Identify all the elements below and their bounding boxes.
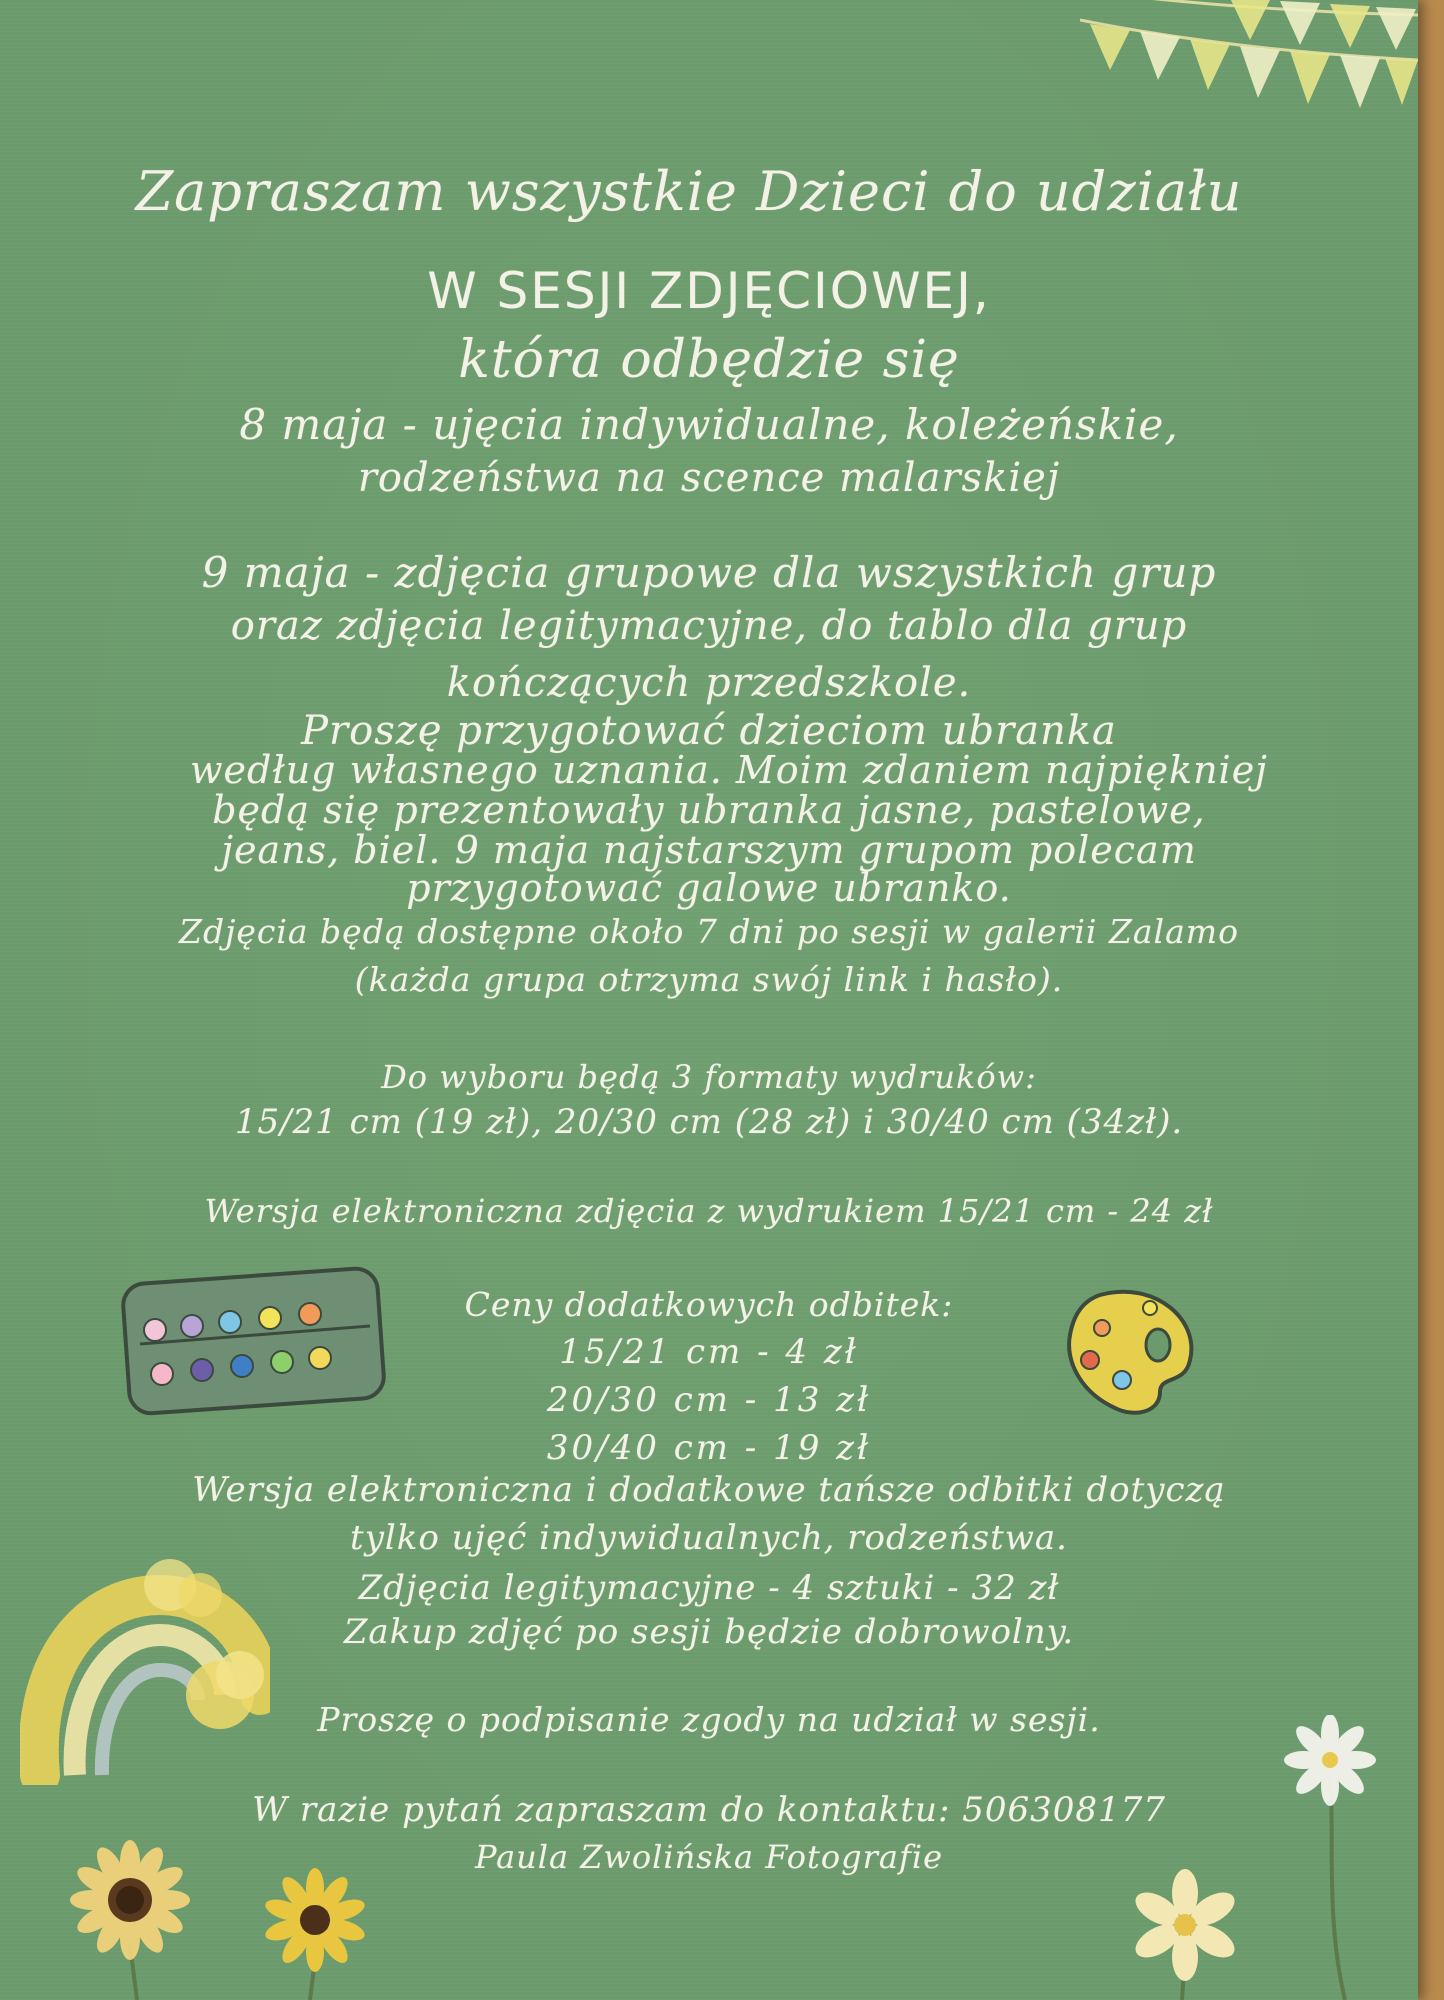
notes-line3: Zdjęcia legitymacyjne - 4 sztuki - 32 zł — [358, 1568, 1060, 1608]
clothing-line3: będą się prezentowały ubranka jasne, pastelowe, — [212, 788, 1206, 832]
gallery-line1: Zdjęcia będą dostępne około 7 dni po sesji w galerii Zalamo — [179, 912, 1239, 951]
heading-session: W SESJI ZDJĘCIOWEJ, — [427, 262, 991, 320]
formats-line1: Do wyboru będą 3 formaty wydruków: — [381, 1058, 1037, 1096]
clothing-line5: przygotować galowe ubranko. — [406, 866, 1012, 910]
may9-line2: oraz zdjęcia legitymacyjne, do tablo dla grup — [230, 603, 1188, 649]
notes-line4: Zakup zdjęć po sesji będzie dobrowolny. — [343, 1612, 1075, 1652]
heading-invite: Zapraszam wszystkie Dzieci do udziału — [135, 160, 1243, 223]
may9-line1: 9 maja - zdjęcia grupowe dla wszystkich grup — [201, 548, 1217, 597]
clothing-line4: jeans, biel. 9 maja najstarszym grupom polecam — [221, 828, 1197, 872]
may8-line1: 8 maja - ujęcia indywidualne, koleżeńskie, — [239, 400, 1179, 449]
formats-line2: 15/21 cm (19 zł), 20/30 cm (28 zł) i 30/40 cm (34zł). — [234, 1102, 1184, 1142]
notes-line2: tylko ujęć indywidualnych, rodzeństwa. — [350, 1518, 1068, 1558]
extra-print-item: 30/40 cm - 19 zł — [546, 1428, 872, 1468]
daisy-icon — [1120, 1865, 1250, 2000]
consent-request: Proszę o podpisanie zgody na udział w sesji. — [317, 1700, 1101, 1739]
gallery-line2: (każda grupa otrzyma swój link i hasło). — [354, 960, 1064, 999]
notes-line1: Wersja elektroniczna i dodatkowe tańsze odbitki dotyczą — [192, 1470, 1226, 1510]
photographer-name: Paula Zwolińska Fotografie — [474, 1838, 943, 1876]
bunting-icon — [1080, 0, 1418, 140]
contact-line: W razie pytań zapraszam do kontaktu: 506308177 — [252, 1790, 1166, 1830]
may8-line2: rodzeństwa na scence malarskiej — [357, 455, 1061, 501]
daisy-icon — [1275, 1715, 1385, 2000]
extra-print-item: 15/21 cm - 4 zł — [559, 1332, 859, 1372]
may9-line3: kończących przedszkole. — [446, 660, 972, 706]
clothing-line1: Proszę przygotować dzieciom ubranka — [301, 708, 1117, 754]
heading-will-take-place: która odbędzie się — [458, 330, 960, 390]
extra-prints-title: Ceny dodatkowych odbitek: — [464, 1285, 954, 1324]
extra-print-item: 20/30 cm - 13 zł — [546, 1380, 872, 1420]
electronic-price: Wersja elektroniczna zdjęcia z wydrukiem 15/21 cm - 24 zł — [204, 1192, 1214, 1230]
sunflower-icon — [65, 1835, 195, 2000]
sunflower-icon — [255, 1865, 375, 2000]
rainbow-icon — [20, 1555, 270, 1785]
clothing-line2: według własnego uznania. Moim zdaniem najpiękniej — [190, 748, 1268, 792]
